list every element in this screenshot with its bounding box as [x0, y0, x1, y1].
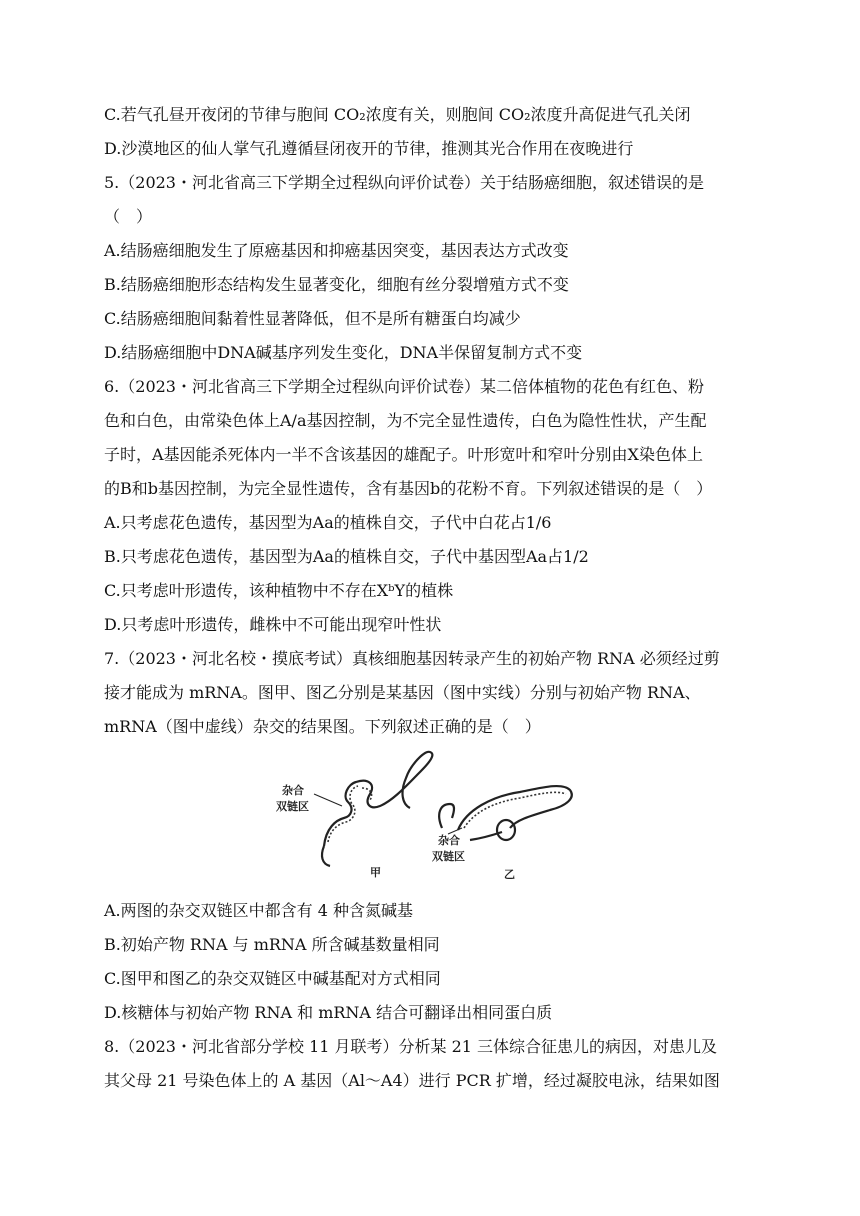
- figure-label-left: 甲: [370, 866, 381, 879]
- figure-left-diagram: [276, 752, 432, 879]
- question-5-stem: 5.（2023・河北省高三下学期全过程纵向评价试卷）关于结肠癌细胞，叙述错误的是: [104, 173, 704, 192]
- figure-label-hybrid-left-1: 杂合: [282, 784, 304, 797]
- question-6-stem-4: 的B和b基因控制，为完全显性遗传，含有基因b的花粉不育。下列叙述错误的是（ ）: [104, 479, 713, 498]
- figure-right-diagram: [432, 786, 572, 881]
- figure-label-hybrid-right-1: 杂合: [438, 834, 460, 847]
- figure-label-right: 乙: [504, 868, 515, 881]
- option-5a: A.结肠癌细胞发生了原癌基因和抑癌基因突变，基因表达方式改变: [104, 241, 569, 260]
- option-7a: A.两图的杂交双链区中都含有 4 种含氮碱基: [104, 901, 413, 920]
- option-4c: C.若气孔昼开夜闭的节律与胞间 CO₂浓度有关，则胞间 CO₂浓度升高促进气孔关闭: [104, 105, 691, 124]
- option-7b: B.初始产物 RNA 与 mRNA 所含碱基数量相同: [104, 935, 440, 954]
- option-5b: B.结肠癌细胞形态结构发生显著变化，细胞有丝分裂增殖方式不变: [104, 275, 569, 294]
- option-5c: C.结肠癌细胞间黏着性显著降低，但不是所有糖蛋白均减少: [104, 309, 521, 328]
- option-7c: C.图甲和图乙的杂交双链区中碱基配对方式相同: [104, 969, 441, 988]
- question-7-stem-1: 7.（2023・河北名校・摸底考试）真核细胞基因转录产生的初始产物 RNA 必须经过剪: [104, 649, 720, 668]
- option-5d: D.结肠癌细胞中DNA碱基序列发生变化，DNA半保留复制方式不变: [104, 343, 583, 362]
- option-4d: D.沙漠地区的仙人掌气孔遵循昼闭夜开的节律，推测其光合作用在夜晚进行: [104, 139, 634, 158]
- option-6b: B.只考虑花色遗传，基因型为Aa的植株自交，子代中基因型Aa占1/2: [104, 547, 589, 566]
- question-8-stem-2: 其父母 21 号染色体上的 A 基因（Al～A4）进行 PCR 扩增，经过凝胶电泳，结果如图: [104, 1071, 720, 1090]
- question-8-stem-1: 8.（2023・河北省部分学校 11 月联考）分析某 21 三体综合征患儿的病因，对患儿及: [104, 1037, 718, 1056]
- option-6d: D.只考虑叶形遗传，雌株中不可能出现窄叶性状: [104, 615, 442, 634]
- option-6c: C.只考虑叶形遗传，该种植物中不存在XᵇY的植株: [104, 581, 454, 600]
- option-7d: D.核糖体与初始产物 RNA 和 mRNA 结合可翻译出相同蛋白质: [104, 1003, 553, 1022]
- question-7-stem-3: mRNA（图中虚线）杂交的结果图。下列叙述正确的是（ ）: [104, 717, 541, 736]
- figure-label-hybrid-right-2: 双链区: [432, 850, 465, 863]
- hybridization-figure: [270, 748, 590, 886]
- question-6-stem-1: 6.（2023・河北省高三下学期全过程纵向评价试卷）某二倍体植物的花色有红色、粉: [104, 377, 704, 396]
- question-7-stem-2: 接才能成为 mRNA。图甲、图乙分别是某基因（图中实线）分别与初始产物 RNA、: [104, 683, 701, 702]
- figure-label-hybrid-left-2: 双链区: [276, 800, 309, 813]
- question-6-stem-2: 色和白色，由常染色体上A/a基因控制，为不完全显性遗传，白色为隐性性状，产生配: [104, 411, 707, 430]
- option-6a: A.只考虑花色遗传，基因型为Aa的植株自交，子代中白花占1/6: [104, 513, 552, 532]
- question-5-bracket: （ ）: [104, 207, 153, 226]
- question-6-stem-3: 子时，A基因能杀死体内一半不含该基因的雄配子。叶形宽叶和窄叶分别由X染色体上: [104, 445, 703, 464]
